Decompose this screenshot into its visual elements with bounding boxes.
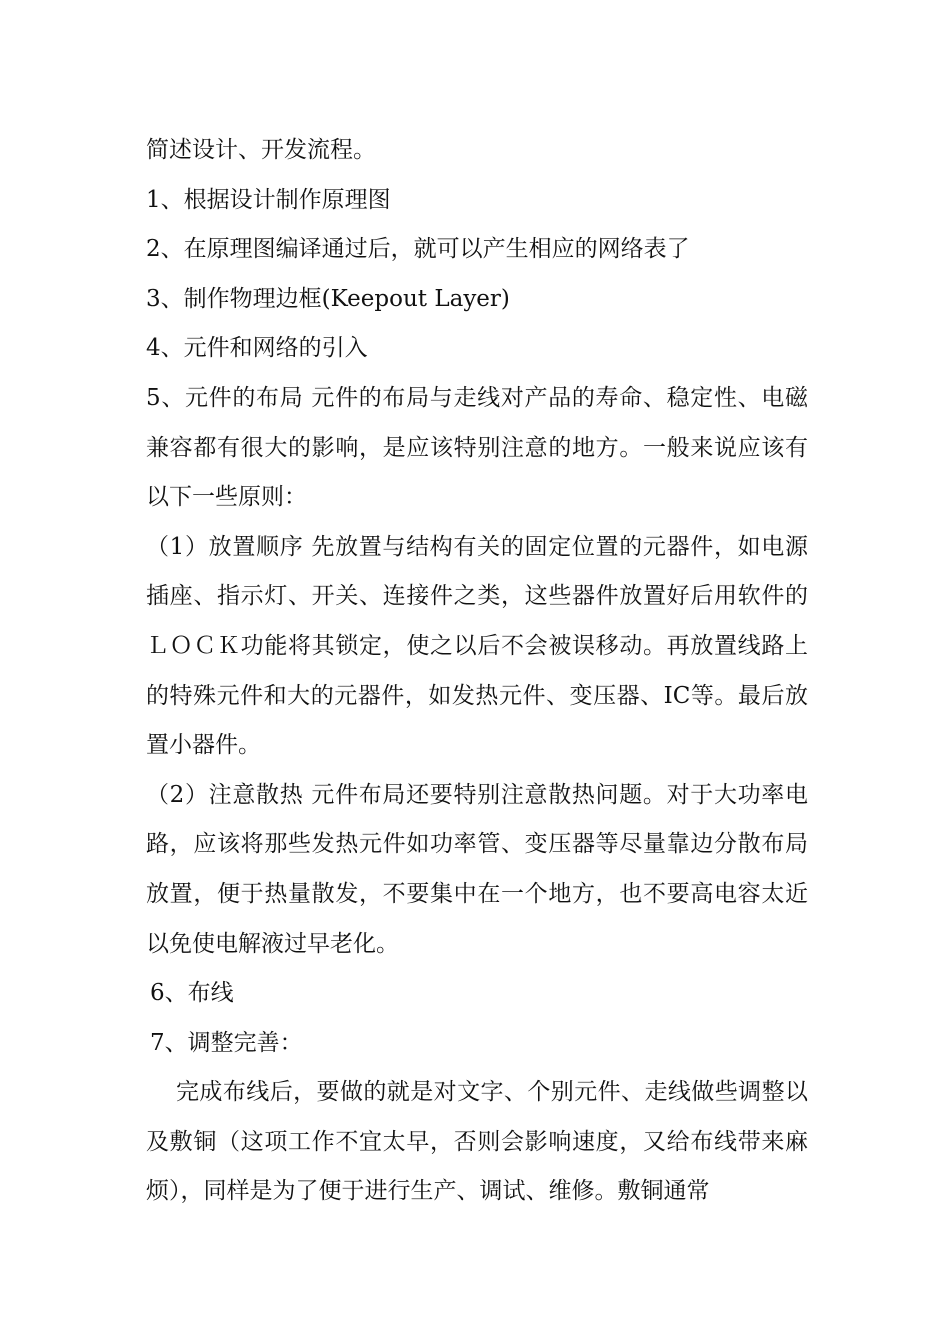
step-3: 3、制作物理边框(Keepout Layer) (146, 285, 510, 312)
step-5: 5、元件的布局 元件的布局与走线对产品的寿命、稳定性、电磁兼容都有很大的影响，是应该特别注意的地方。一般来说应该有以下一些原则： (146, 384, 808, 511)
document-heading: 简述设计、开发流程。 (146, 137, 376, 163)
step-2: 2、在原理图编译通过后，就可以产生相应的网络表了 (146, 236, 690, 263)
step-7: 7、调整完善： (150, 1029, 303, 1056)
principle-2: （2）注意散热 元件布局还要特别注意散热问题。对于大功率电路，应该将那些发热元件如功率管、变压器等尽量靠边分散布局放置，便于热量散发，不要集中在一个地方，也不要高电容太近以免使电解液过早老化。 (146, 781, 808, 957)
step-7-paragraph: 完成布线后，要做的就是对文字、个别元件、走线做些调整以及敷铜（这项工作不宜太早，否则会影响速度，又给布线带来麻烦），同样是为了便于进行生产、调试、维修。敷铜通常 (146, 1079, 808, 1205)
step-6: 6、布线 (150, 980, 234, 1007)
principle-1: （1）放置顺序 先放置与结构有关的固定位置的元器件，如电源插座、指示灯、开关、连接件之类，这些器件放置好后用软件的ＬＯＣＫ功能将其锁定，使之以后不会被误移动。再放置线路上的特殊元件和大的元器件，如发热元件、变压器、IC等。最后放置小器件。 (146, 533, 808, 759)
document-body (146, 126, 808, 1217)
step-4: 4、元件和网络的引入 (146, 335, 368, 362)
step-1: 1、根据设计制作原理图 (146, 186, 391, 213)
